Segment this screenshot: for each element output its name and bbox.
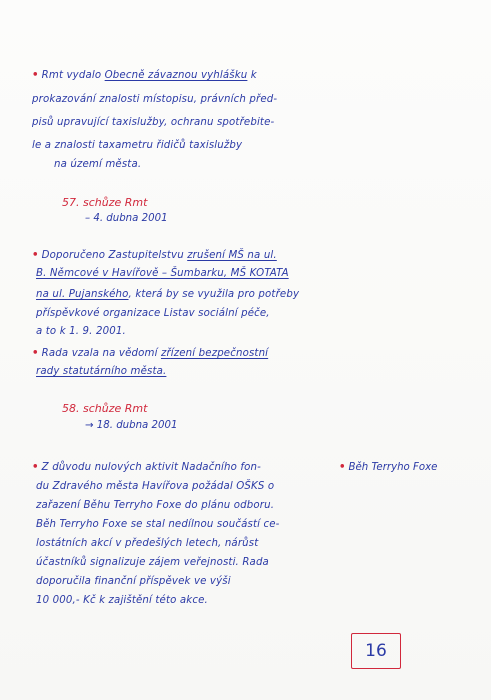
section1-line-5: na území města. [54, 159, 142, 170]
margin-note: • Běh Terryho Foxe [339, 462, 438, 473]
bullet-icon: • [32, 70, 39, 81]
section3-line-3: zařazení Běhu Terryho Foxe do plánu odboru. [36, 500, 275, 511]
section1-line-3: pisů upravující taxislužby, ochranu spotřebite- [32, 117, 275, 128]
section3-line-2: du Zdravého města Havířova požádal OŠKS o [36, 481, 275, 492]
section2-line-6: • Rada vzala na vědomí zřízení bezpečnostní [32, 348, 269, 359]
section2-line-2: B. Němcové v Havířově – Šumbarku, MŠ KOTATA [36, 268, 289, 279]
meeting58-date: → 18. dubna 2001 [85, 420, 178, 431]
section3-line-5: lostátních akcí v předešlých letech, nárůst [36, 538, 259, 549]
bullet-icon: • [339, 462, 346, 473]
section2-line-1: • Doporučeno Zastupitelstvu zrušení MŠ na ul. [32, 250, 277, 261]
bullet-icon: • [32, 250, 39, 261]
page-number-box [351, 633, 401, 669]
meeting57-heading: 57. schůze Rmt [62, 196, 148, 209]
section2-line-5: a to k 1. 9. 2001. [36, 326, 126, 337]
meeting57-date: – 4. dubna 2001 [85, 213, 168, 224]
page-number: 16 [365, 641, 387, 661]
section3-line-4: Běh Terryho Foxe se stal nedílnou součástí ce- [36, 519, 280, 530]
section3-line-8: 10 000,- Kč k zajištění této akce. [36, 595, 208, 606]
section3-line-6: účastníků signalizuje zájem veřejnosti. Rada [36, 557, 269, 568]
section1-line-4: le a znalosti taxametru řidičů taxislužby [32, 140, 243, 151]
section1-line-1: • Rmt vydalo Obecně závaznou vyhlášku k [32, 70, 257, 81]
section3-line-7: doporučila finanční příspěvek ve výši [36, 576, 231, 587]
section2-line-7: rady statutárního města. [36, 366, 167, 377]
bullet-icon: • [32, 462, 39, 473]
bullet-icon: • [32, 348, 39, 359]
section2-line-4: příspěvkové organizace Listav sociální péče, [36, 308, 270, 319]
section3-line-1: • Z důvodu nulových aktivit Nadačního fon- [32, 462, 261, 473]
meeting58-heading: 58. schůze Rmt [62, 402, 148, 415]
section1-line-2: prokazování znalosti místopisu, právních před- [32, 94, 278, 105]
section2-line-3: na ul. Pujanského, která by se využila pro potřeby [36, 289, 300, 300]
